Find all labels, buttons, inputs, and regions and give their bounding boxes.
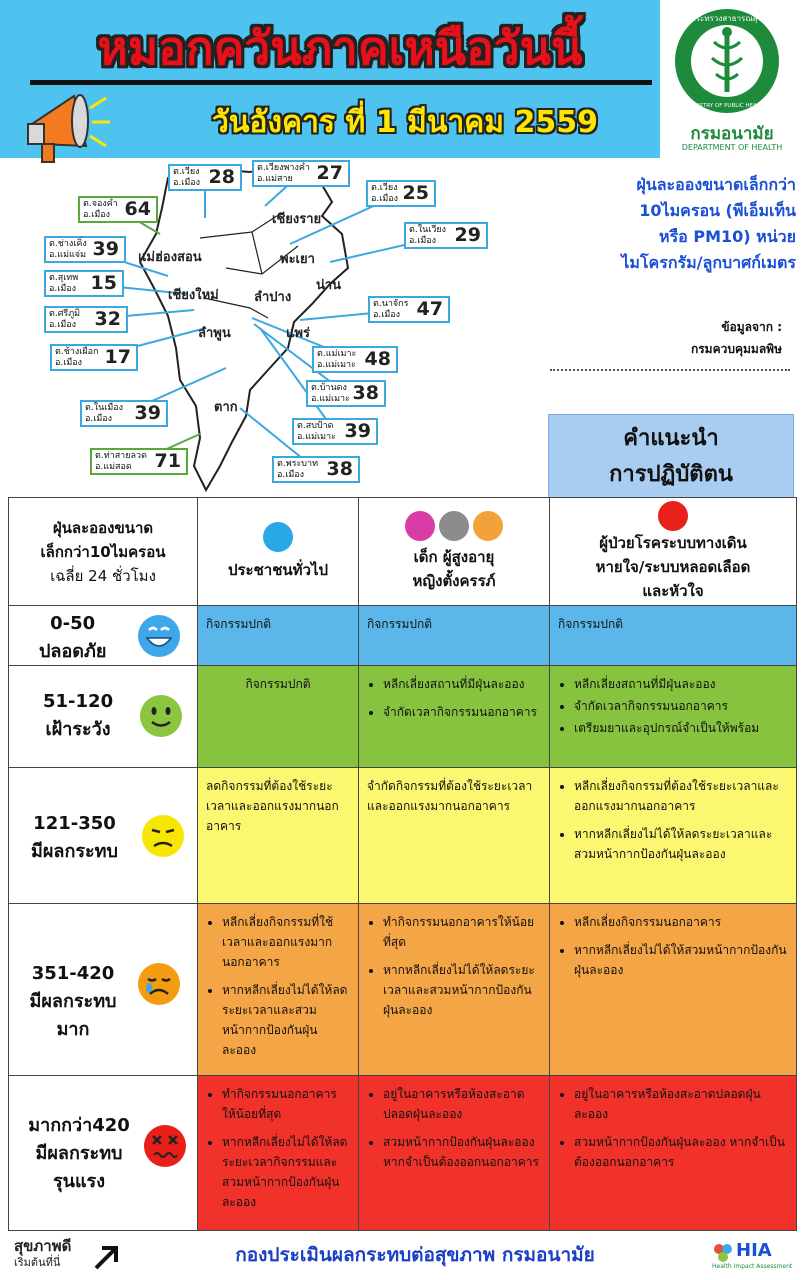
unit-note-line: ไมโครกรัม/ลูกบาศก์เมตร: [621, 253, 796, 272]
date-label: วันอังคาร ที่ 1 มีนาคม 2559: [212, 105, 598, 140]
station-name: ต.แม่เมาะ อ.แม่เมาะ: [317, 349, 357, 370]
advice-item: • สวมหน้ากากป้องกันฝุ่นละออง หากจำเป็นต้องออกนอกอาคาร: [574, 1132, 788, 1172]
organization-name: กองประเมินผลกระทบต่อสุขภาพ กรมอนามัย: [235, 1244, 595, 1266]
station-box: [78, 196, 158, 223]
header-line: หายใจ/ระบบหลอดเลือด: [595, 557, 751, 576]
province-label: เชียงใหม่: [168, 288, 219, 303]
station-value: 39: [134, 402, 161, 424]
advice-sensitive: [359, 666, 550, 768]
advice-patients: [550, 768, 797, 904]
advice-item: • หากหลีกเลี่ยงไม่ได้ให้ลดระยะเวลาและสวมหน้ากากป้องกันฝุ่นละออง: [574, 824, 788, 864]
level-label: มีผลกระทบรุนแรง: [35, 1143, 123, 1192]
station-box: [312, 346, 398, 373]
header-line: เฉลี่ย 24 ชั่วโมง: [50, 566, 156, 585]
province-label: ลำปาง: [254, 290, 292, 305]
header-line: ประชาชนทั่วไป: [227, 560, 329, 579]
advice-line: คำแนะนำ: [623, 426, 719, 451]
source-value: กรมควบคุมมลพิษ: [690, 342, 782, 356]
advice-line: การปฏิบัติตน: [609, 462, 733, 487]
child-icon: [405, 511, 435, 541]
unit-note-line: 10ไมครอน (พีเอ็มเท็น: [639, 201, 796, 220]
station-box: [44, 270, 124, 297]
station-value: 28: [208, 166, 235, 188]
advice-item: • อยู่ในอาคารหรือห้องสะอาดปลอดฝุ่นละออง: [574, 1084, 788, 1124]
slogan-main: สุขภาพดี: [14, 1237, 72, 1255]
table-row: [9, 904, 797, 1076]
level-range: 351-420: [31, 963, 115, 984]
advice-patients: [550, 666, 797, 768]
advice-item: • หากหลีกเลี่ยงไม่ได้ให้สวมหน้ากากป้องกันฝุ่นละออง: [574, 940, 788, 980]
header-line: เล็กกว่า10ไมครอน: [40, 542, 166, 561]
station-value: 39: [92, 238, 119, 260]
station-box: [366, 180, 436, 207]
station-box: [80, 400, 168, 427]
header-line: ผู้ป่วยโรคระบบทางเดิน: [599, 533, 747, 552]
level-cell: [9, 768, 198, 904]
advice-item: • เตรียมยาและอุปกรณ์จำเป็นให้พร้อม: [574, 718, 788, 738]
station-name: ต.สุเทพ อ.เมือง: [49, 273, 79, 294]
advice-patients: [550, 904, 797, 1076]
header-pm10-level: [9, 498, 198, 606]
patient-icon: [658, 501, 688, 531]
hia-subtext: Health Impact Assessment: [712, 1263, 793, 1270]
station-name: ต.ศรีภูมิ อ.เมือง: [49, 309, 81, 330]
level-cell: [9, 904, 198, 1076]
table-row: [9, 606, 797, 666]
station-box: [368, 296, 450, 323]
header-line: และหัวใจ: [642, 581, 704, 600]
dotted-divider: [550, 369, 790, 371]
advice-patients: กิจกรรมปกติ: [550, 606, 797, 666]
station-value: 38: [352, 382, 379, 404]
dept-name-en: DEPARTMENT OF HEALTH: [681, 143, 783, 152]
advice-item: • หลีกเลี่ยงกิจกรรมที่ต้องใช้ระยะเวลาและออกแรงมากนอกอาคาร: [574, 776, 788, 816]
dept-name-th: กรมอนามัย: [690, 124, 774, 144]
level-label: มีผลกระทบมาก: [29, 991, 117, 1040]
header-line: หญิงตั้งครรภ์: [412, 571, 496, 590]
advice-item: • ทำกิจกรรมนอกอาคารให้น้อยที่สุด: [383, 912, 541, 952]
advice-item: • หลีกเลี่ยงกิจกรรมที่ใช้เวลาและออกแรงมากนอกอาคาร: [222, 912, 350, 972]
station-box: [272, 456, 360, 483]
province-label: พะเยา: [280, 252, 315, 267]
table-row: [9, 666, 797, 768]
slogan-sub: เริ่มต้นที่นี่: [14, 1256, 61, 1269]
advice-sensitive: [359, 904, 550, 1076]
station-name: ต.จองคำ อ.เมือง: [83, 199, 118, 220]
slogan-logo: [14, 1236, 134, 1276]
station-value: 25: [402, 182, 429, 204]
province-label: น่าน: [316, 278, 342, 293]
advice-sensitive: [359, 1076, 550, 1231]
station-name: ต.เวียงพางคำ อ.แม่สาย: [257, 163, 310, 184]
advice-item: • จำกัดเวลากิจกรรมนอกอาคาร: [574, 696, 788, 716]
header-line: เด็ก ผู้สูงอายุ: [413, 547, 495, 566]
table-header-row: [9, 498, 797, 606]
station-name: ต.บ้านดง อ.แม่เมาะ: [311, 383, 350, 404]
level-range: 51-120: [43, 691, 114, 712]
advice-item: • หากหลีกเลี่ยงไม่ได้ให้ลดระยะเวลากิจกรรมและสวมหน้ากากป้องกันฝุ่นละออง: [222, 1132, 350, 1212]
advice-item: • หากหลีกเลี่ยงไม่ได้ให้ลดระยะเวลาและสวมหน้ากากป้องกันฝุ่นละออง: [383, 960, 541, 1020]
level-cell: [9, 1076, 198, 1231]
advice-general: ลดกิจกรรมที่ต้องใช้ระยะเวลาและออกแรงมากนอกอาคาร: [198, 768, 359, 904]
advice-item: • จำกัดเวลากิจกรรมนอกอาคาร: [383, 702, 541, 722]
station-box: [252, 160, 350, 187]
health-advice-table: [8, 497, 797, 1231]
station-name: ต.ในเวียง อ.เมือง: [409, 225, 447, 246]
advice-item: • สวมหน้ากากป้องกันฝุ่นละออง หากจำเป็นต้องออกนอกอาคาร: [383, 1132, 541, 1172]
level-label: มีผลกระทบ: [31, 841, 118, 862]
header-sensitive-groups: [359, 498, 550, 606]
station-name: ต.ในเมือง อ.เมือง: [85, 403, 124, 424]
advice-sensitive: จำกัดกิจกรรมที่ต้องใช้ระยะเวลาและออกแรงมากนอกอาคาร: [359, 768, 550, 904]
province-label: แพร่: [286, 326, 310, 341]
station-value: 71: [154, 450, 181, 472]
advice-general: กิจกรรมปกติ: [198, 606, 359, 666]
logo-ring-top: กระทรวงสาธารณสุข: [690, 14, 764, 23]
advice-sensitive: กิจกรรมปกติ: [359, 606, 550, 666]
advice-general: [198, 904, 359, 1076]
station-box: [50, 344, 138, 371]
station-name: ต.สบป้าด อ.แม่เมาะ: [297, 421, 336, 442]
station-name: ต.นาจักร อ.เมือง: [373, 299, 409, 320]
station-value: 39: [344, 420, 371, 442]
station-box: [44, 236, 126, 263]
elderly-icon: [439, 511, 469, 541]
station-name: ต.ช่างเคิ่ง อ.แม่แจ่ม: [49, 239, 87, 260]
station-value: 17: [104, 346, 131, 368]
crying-face-icon: [137, 962, 181, 1006]
table-row: [9, 768, 797, 904]
pregnant-woman-icon: [473, 511, 503, 541]
dizzy-face-icon: [143, 1124, 187, 1168]
neutral-face-icon: [139, 694, 183, 738]
header-patients: [550, 498, 797, 606]
station-box: [306, 380, 386, 407]
station-value: 32: [94, 308, 121, 330]
level-range: มากกว่า420: [28, 1115, 130, 1136]
header-line: ฝุ่นละอองขนาด: [52, 518, 154, 537]
station-box: [292, 418, 378, 445]
station-value: 29: [454, 224, 481, 246]
level-label: ปลอดภัย: [39, 641, 107, 662]
province-label: ลำพูน: [198, 326, 231, 341]
megaphone-icon: [22, 88, 112, 168]
unit-note-line: หรือ PM10) หน่วย: [659, 227, 796, 246]
province-label: แม่ฮ่องสอน: [138, 250, 202, 265]
station-value: 64: [124, 198, 151, 220]
page-title: หมอกควันภาคเหนือวันนี้: [97, 21, 583, 75]
station-box: [90, 448, 188, 475]
advice-heading: [548, 414, 794, 498]
source-label: ข้อมูลจาก :: [721, 320, 782, 334]
table-row: [9, 1076, 797, 1231]
smiling-face-icon: [137, 614, 181, 658]
station-value: 15: [90, 272, 117, 294]
sad-face-icon: [141, 814, 185, 858]
pm10-map: [0, 158, 540, 500]
ministry-logo: [672, 6, 782, 116]
advice-item: • หากหลีกเลี่ยงไม่ได้ให้ลดระยะเวลาและสวมหน้ากากป้องกันฝุ่นละออง: [222, 980, 350, 1060]
level-cell: [9, 606, 198, 666]
advice-general: [198, 1076, 359, 1231]
station-box: [168, 164, 242, 191]
advice-general: กิจกรรมปกติ: [198, 666, 359, 768]
station-value: 48: [364, 348, 391, 370]
person-icon: [263, 522, 293, 552]
pm10-unit-note: [552, 172, 796, 302]
level-label: เฝ้าระวัง: [45, 719, 111, 740]
level-cell: [9, 666, 198, 768]
station-value: 27: [316, 162, 343, 184]
advice-item: • อยู่ในอาคารหรือห้องสะอาดปลอดฝุ่นละออง: [383, 1084, 541, 1124]
station-box: [404, 222, 488, 249]
advice-item: • หลีกเลี่ยงสถานที่มีฝุ่นละออง: [574, 674, 788, 694]
province-label: ตาก: [214, 400, 238, 415]
province-label: เชียงราย: [272, 212, 322, 227]
advice-patients: [550, 1076, 797, 1231]
hia-text: HIA: [736, 1240, 772, 1261]
logo-ring-bottom: MINISTRY OF PUBLIC HEALTH: [687, 103, 767, 109]
station-value: 47: [416, 298, 443, 320]
station-name: ต.พระบาท อ.เมือง: [277, 459, 319, 480]
header-general-public: [198, 498, 359, 606]
station-box: [44, 306, 128, 333]
level-range: 121-350: [33, 813, 116, 834]
unit-note-line: ฝุ่นละอองขนาดเล็กกว่า: [636, 175, 796, 194]
advice-item: • หลีกเลี่ยงกิจกรรมนอกอาคาร: [574, 912, 788, 932]
arrow-up-right-icon: [92, 1242, 122, 1272]
station-name: ต.เวียง อ.เมือง: [371, 183, 399, 204]
advice-item: • หลีกเลี่ยงสถานที่มีฝุ่นละออง: [383, 674, 541, 694]
level-range: 0-50: [50, 613, 96, 634]
advice-item: • ทำกิจกรรมนอกอาคารให้น้อยที่สุด: [222, 1084, 350, 1124]
station-name: ต.ช้างเผือก อ.เมือง: [55, 347, 99, 368]
hia-emblem-icon: [712, 1242, 734, 1264]
station-name: ต.เวียง อ.เมือง: [173, 167, 201, 188]
title-underline: [30, 80, 652, 85]
hia-logo: [712, 1238, 792, 1272]
station-value: 38: [326, 458, 353, 480]
station-name: ต.ท่าสายลวด อ.แม่สอด: [95, 451, 147, 472]
